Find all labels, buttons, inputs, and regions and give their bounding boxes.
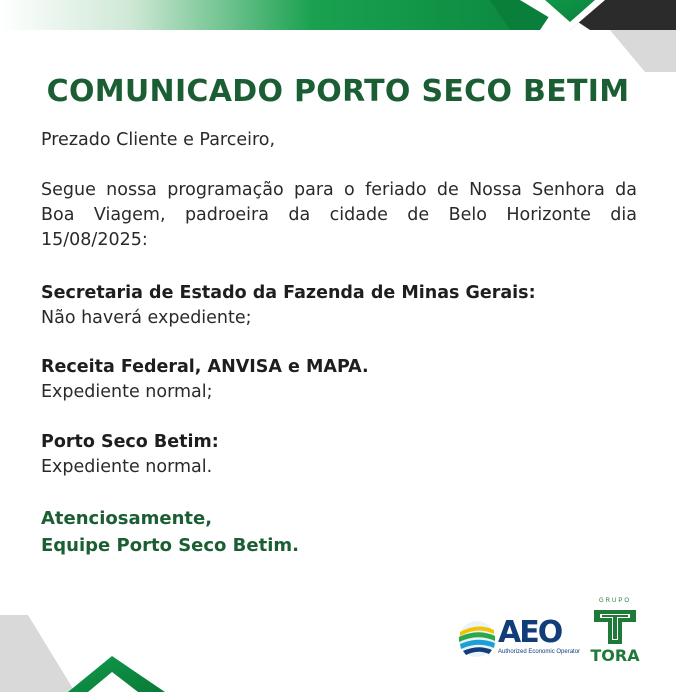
intro-paragraph: Segue nossa programação para o feriado de Nossa Senhora da Boa Viagem, padroeira da cidade de Belo Horizonte dia 15/08/2025:	[41, 180, 637, 250]
tora-wordmark: TORA	[590, 646, 640, 665]
greeting: Prezado Cliente e Parceiro,	[41, 130, 276, 150]
section-status: Expediente normal.	[41, 457, 213, 477]
section-sefaz	[41, 281, 637, 331]
tora-t-icon	[592, 608, 638, 646]
tora-logo	[578, 598, 652, 664]
tora-group-label: GRUPO	[598, 598, 631, 604]
signature-line: Equipe Porto Seco Betim.	[41, 535, 299, 556]
section-porto-seco	[41, 430, 637, 480]
section-receita	[41, 355, 637, 405]
aeo-logo	[458, 615, 581, 662]
aeo-subtitle: Authorized Economic Operator	[498, 649, 581, 655]
bottom-gray-corner	[0, 615, 75, 692]
closing	[41, 505, 637, 559]
aeo-globe-icon	[458, 616, 498, 662]
section-status: Expediente normal;	[41, 382, 213, 402]
top-gray-corner	[610, 30, 676, 72]
section-heading: Secretaria de Estado da Fazenda de Minas Gerais:	[41, 283, 536, 303]
section-heading: Receita Federal, ANVISA e MAPA.	[41, 357, 369, 377]
closing-line: Atenciosamente,	[41, 508, 213, 529]
aeo-wordmark: AEO	[498, 615, 562, 650]
page-title: COMUNICADO PORTO SECO BETIM	[46, 74, 630, 109]
section-heading: Porto Seco Betim:	[41, 432, 219, 452]
top-green-band	[0, 0, 520, 30]
section-status: Não haverá expediente;	[41, 308, 252, 328]
